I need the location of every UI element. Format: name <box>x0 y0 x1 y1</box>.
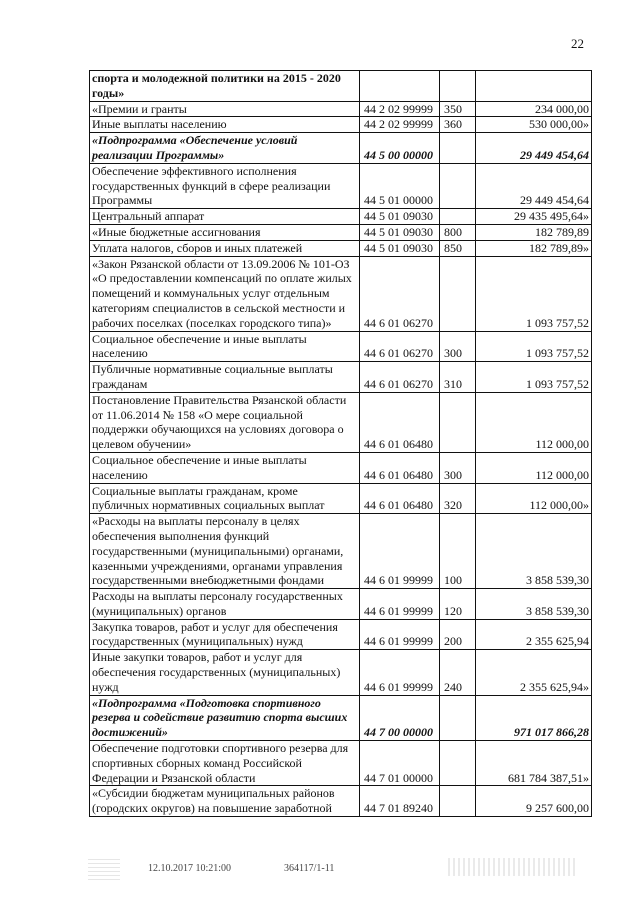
row-name: спорта и молодежной политики на 2015 - 2020 годы» <box>90 71 360 102</box>
row-name: «Субсидии бюджетам муниципальных районов (городских округов) на повышение заработной <box>90 786 360 817</box>
row-name: Социальное обеспечение и иные выплаты населению <box>90 331 360 362</box>
row-type: 350 <box>440 101 476 117</box>
row-name: «Расходы на выплаты персоналу в целях обеспечения выполнения функций государственными (муниципальными) органами, казенными учреждениями, органами управления государственными внебюджетными фондами <box>90 514 360 589</box>
row-type: 300 <box>440 452 476 483</box>
row-code: 44 5 01 00000 <box>360 163 440 208</box>
table-row <box>90 514 592 589</box>
row-type <box>440 392 476 452</box>
table-row <box>90 101 592 117</box>
table-row <box>90 695 592 740</box>
row-name: «Премии и гранты <box>90 101 360 117</box>
table-row <box>90 650 592 695</box>
table-row <box>90 117 592 133</box>
table-row <box>90 331 592 362</box>
row-name: Обеспечение подготовки спортивного резерва для спортивных сборных команд Российской Федерации и Рязанской области <box>90 741 360 786</box>
table-row <box>90 362 592 393</box>
footer-datetime: 12.10.2017 10:21:00 <box>148 863 232 874</box>
row-code: 44 6 01 06270 <box>360 362 440 393</box>
row-code: 44 5 01 09030 <box>360 240 440 256</box>
row-code: 44 6 01 06480 <box>360 483 440 514</box>
row-amount: 3 858 539,30 <box>476 589 592 620</box>
row-amount: 2 355 625,94» <box>476 650 592 695</box>
row-code: 44 6 01 99999 <box>360 514 440 589</box>
row-type: 240 <box>440 650 476 695</box>
row-amount: 182 789,89 <box>476 224 592 240</box>
table-row <box>90 452 592 483</box>
table-row <box>90 133 592 164</box>
row-amount: 234 000,00 <box>476 101 592 117</box>
row-amount: 29 435 495,64» <box>476 209 592 225</box>
row-amount: 112 000,00» <box>476 483 592 514</box>
row-name: Постановление Правительства Рязанской области от 11.06.2014 № 158 «О мере социальной поддержки обучающихся на условиях договора о целевом обучении» <box>90 392 360 452</box>
row-code: 44 7 01 00000 <box>360 741 440 786</box>
row-code: 44 6 01 06270 <box>360 331 440 362</box>
stamp-mark-left <box>88 858 120 880</box>
row-type <box>440 256 476 331</box>
table-row <box>90 619 592 650</box>
table-row <box>90 589 592 620</box>
row-type: 200 <box>440 619 476 650</box>
row-type: 300 <box>440 331 476 362</box>
row-type <box>440 163 476 208</box>
row-type <box>440 741 476 786</box>
row-amount: 1 093 757,52 <box>476 362 592 393</box>
table-row <box>90 741 592 786</box>
table-row <box>90 163 592 208</box>
row-amount: 530 000,00» <box>476 117 592 133</box>
row-type: 320 <box>440 483 476 514</box>
row-type <box>440 695 476 740</box>
budget-table <box>89 70 592 817</box>
row-name: Иные закупки товаров, работ и услуг для обеспечения государственных (муниципальных) нужд <box>90 650 360 695</box>
row-code: 44 7 01 89240 <box>360 786 440 817</box>
row-code: 44 2 02 99999 <box>360 101 440 117</box>
row-amount: 29 449 454,64 <box>476 163 592 208</box>
row-name: Публичные нормативные социальные выплаты гражданам <box>90 362 360 393</box>
row-name: «Подпрограмма «Обеспечение условий реализации Программы» <box>90 133 360 164</box>
row-name: «Подпрограмма «Подготовка спортивного резерва и содействие развитию спорта высших достижений» <box>90 695 360 740</box>
row-name: Центральный аппарат <box>90 209 360 225</box>
row-code: 44 6 01 99999 <box>360 589 440 620</box>
row-amount: 1 093 757,52 <box>476 331 592 362</box>
row-amount: 1 093 757,52 <box>476 256 592 331</box>
row-type: 360 <box>440 117 476 133</box>
row-name: Иные выплаты населению <box>90 117 360 133</box>
row-name: «Закон Рязанской области от 13.09.2006 № 101-ОЗ «О предоставлении компенсаций по оплате жилых помещений и коммунальных услуг отдельным категориям специалистов в сельской местности и рабочих поселках (поселках городского типа)» <box>90 256 360 331</box>
row-type: 120 <box>440 589 476 620</box>
table-row <box>90 786 592 817</box>
table-row <box>90 240 592 256</box>
row-name: Социальные выплаты гражданам, кроме публичных нормативных социальных выплат <box>90 483 360 514</box>
row-amount: 112 000,00 <box>476 452 592 483</box>
table-row <box>90 224 592 240</box>
row-code: 44 6 01 06480 <box>360 392 440 452</box>
row-code <box>360 71 440 102</box>
row-name: «Иные бюджетные ассигнования <box>90 224 360 240</box>
row-name: Закупка товаров, работ и услуг для обеспечения государственных (муниципальных) нужд <box>90 619 360 650</box>
row-amount: 182 789,89» <box>476 240 592 256</box>
row-amount: 971 017 866,28 <box>476 695 592 740</box>
row-code: 44 2 02 99999 <box>360 117 440 133</box>
row-type <box>440 71 476 102</box>
row-code: 44 5 00 00000 <box>360 133 440 164</box>
row-amount: 112 000,00 <box>476 392 592 452</box>
row-code: 44 6 01 99999 <box>360 650 440 695</box>
row-code: 44 6 01 06270 <box>360 256 440 331</box>
row-name: Расходы на выплаты персоналу государственных (муниципальных) органов <box>90 589 360 620</box>
table-row <box>90 392 592 452</box>
row-type <box>440 786 476 817</box>
row-name: Уплата налогов, сборов и иных платежей <box>90 240 360 256</box>
row-type: 850 <box>440 240 476 256</box>
row-type <box>440 133 476 164</box>
table-row <box>90 256 592 331</box>
row-name: Обеспечение эффективного исполнения государственных функций в сфере реализации Программы <box>90 163 360 208</box>
table-row <box>90 71 592 102</box>
row-type: 800 <box>440 224 476 240</box>
row-amount: 681 784 387,51» <box>476 741 592 786</box>
row-code: 44 7 00 00000 <box>360 695 440 740</box>
row-type: 100 <box>440 514 476 589</box>
page-number: 22 <box>571 36 584 51</box>
table-row <box>90 483 592 514</box>
row-amount: 2 355 625,94 <box>476 619 592 650</box>
row-code: 44 5 01 09030 <box>360 209 440 225</box>
row-amount: 9 257 600,00 <box>476 786 592 817</box>
row-name: Социальное обеспечение и иные выплаты населению <box>90 452 360 483</box>
row-amount: 29 449 454,64 <box>476 133 592 164</box>
footer-doc-number: 364117/1-11 <box>284 863 335 874</box>
row-code: 44 6 01 99999 <box>360 619 440 650</box>
row-type: 310 <box>440 362 476 393</box>
row-code: 44 6 01 06480 <box>360 452 440 483</box>
table-row <box>90 209 592 225</box>
budget-table-body <box>90 71 592 817</box>
row-type <box>440 209 476 225</box>
row-amount: 3 858 539,30 <box>476 514 592 589</box>
stamp-mark-right <box>448 858 578 876</box>
row-code: 44 5 01 09030 <box>360 224 440 240</box>
row-amount <box>476 71 592 102</box>
